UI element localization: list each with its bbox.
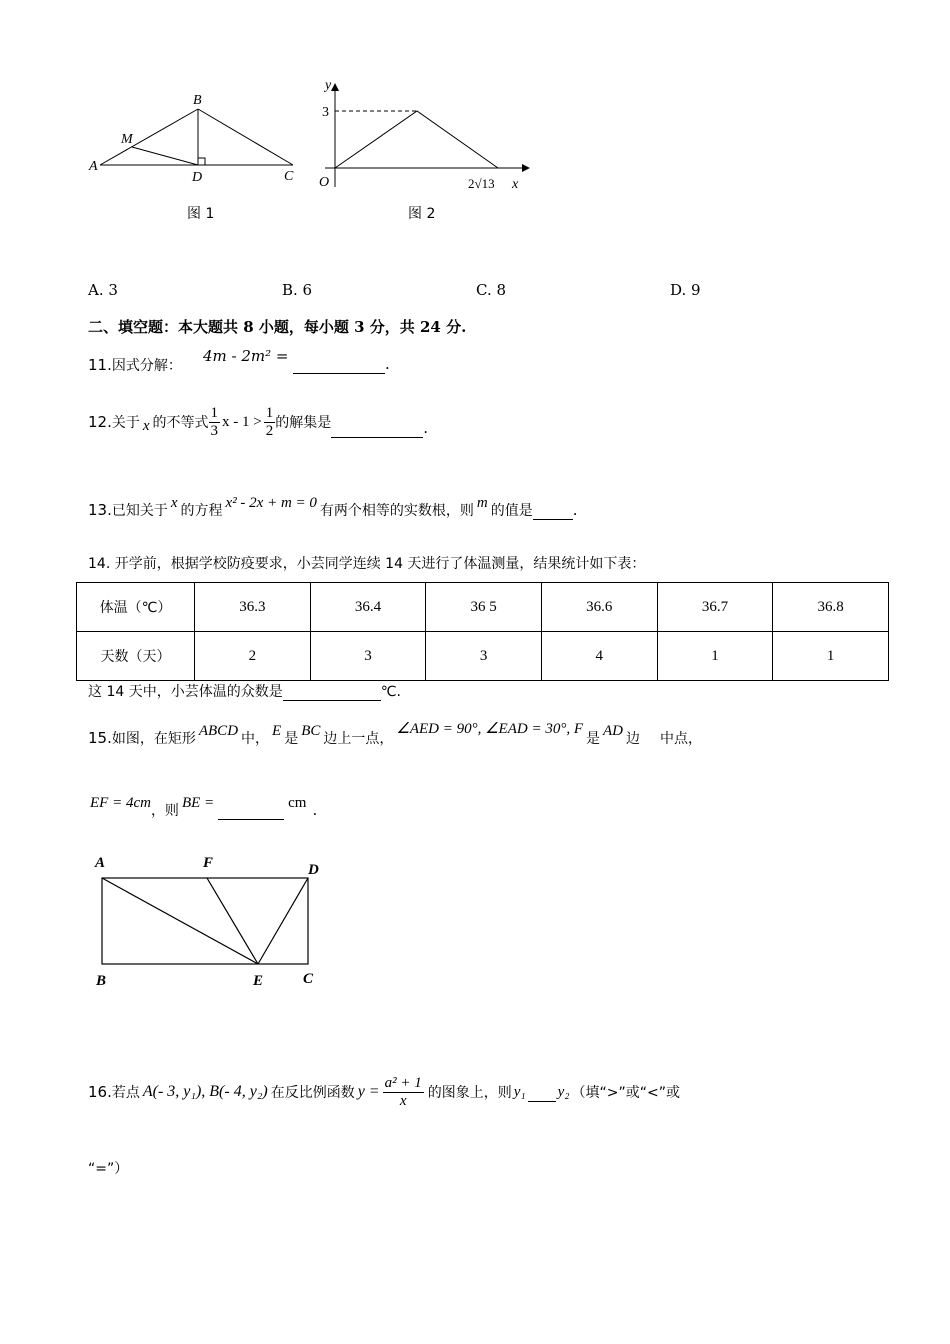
table-cell: 1 <box>657 632 773 681</box>
table-cell: 1 <box>773 632 889 681</box>
right-angle-mark <box>198 158 205 165</box>
q15-be: BE = <box>181 795 215 811</box>
q16-y1: y₁ <box>513 1083 526 1100</box>
label-c: C <box>284 169 294 184</box>
label-c: C <box>303 971 314 987</box>
segment-ab <box>100 109 198 165</box>
q14-after-suffix: ℃. <box>380 684 401 700</box>
option-d: D. 9 <box>670 281 701 299</box>
q13-suffix: . <box>572 501 578 519</box>
q11 <box>88 355 182 375</box>
q15-e: E <box>272 723 282 739</box>
q16-func-lhs: y = <box>357 1083 380 1100</box>
table-cell: 3 <box>310 632 426 681</box>
table-cell: 3 <box>426 632 542 681</box>
figure-2-caption: 图 2 <box>408 206 436 222</box>
option-c: C. 8 <box>476 281 507 299</box>
q15-bc: BC <box>301 723 321 739</box>
q15-unit: cm <box>288 795 307 811</box>
table-cell: 36.6 <box>541 583 657 632</box>
q14-after <box>88 681 401 701</box>
rectangle-abcd <box>102 878 308 964</box>
q12-var: x <box>142 417 150 434</box>
option-a: A. 3 <box>88 281 118 299</box>
q16 <box>88 1075 680 1109</box>
q15-text4: 边上一点， <box>323 731 394 747</box>
segment-ae <box>102 878 258 964</box>
q11-suffix: . <box>385 355 390 373</box>
q15-angles: ∠AED = 90°, ∠EAD = 30°, F <box>396 721 583 737</box>
q12-fraction-2 <box>264 405 276 439</box>
q13-text4: 的值是 <box>490 503 533 519</box>
q16-fraction <box>383 1075 424 1109</box>
figure-2 <box>310 75 535 193</box>
x-tick-label: 2√13 <box>468 176 495 191</box>
q15-text2: 中， <box>241 731 270 747</box>
q16-line2: “=”） <box>88 1161 129 1177</box>
table-row <box>77 583 889 632</box>
q12-frac2-den: 2 <box>265 422 274 439</box>
q15 <box>88 721 702 748</box>
y-axis-arrow <box>331 83 339 91</box>
q12-text1: 关于 <box>111 415 140 431</box>
q15-answer-blank[interactable] <box>218 801 284 820</box>
segment-md <box>132 147 198 165</box>
q16-text1: 若点 <box>111 1085 140 1101</box>
q15-ad: AD <box>603 723 623 739</box>
q12-frac1-num: 1 <box>210 405 219 421</box>
q12-fraction-1 <box>209 405 221 439</box>
q16-text4: （填“>”或“<”或 <box>571 1085 680 1101</box>
q15-text7: 中点， <box>660 731 702 747</box>
q11-expression: 4m - 2m² = <box>203 347 289 365</box>
table-cell: 36.4 <box>310 583 426 632</box>
q12-mid: x - 1 > <box>222 413 262 430</box>
q13-text2: 的方程 <box>180 503 223 519</box>
q16-points: A(- 3, y₁), B(- 4, y₂) <box>142 1083 268 1100</box>
q16-text3: 的图象上，则 <box>427 1085 512 1101</box>
q12-number: 12. <box>88 413 112 431</box>
table-cell: 36.3 <box>195 583 311 632</box>
table-cell: 36.8 <box>773 583 889 632</box>
q13-number: 13. <box>88 501 112 519</box>
q16-func-num: a² + 1 <box>384 1075 422 1091</box>
q13-text1: 已知关于 <box>111 503 168 519</box>
q16-func-den: x <box>399 1092 407 1109</box>
q13-var2: m <box>476 495 488 511</box>
q13 <box>88 495 578 520</box>
label-m: M <box>121 132 133 147</box>
label-d: D <box>192 170 203 185</box>
segment-fe <box>207 878 258 964</box>
q11-answer-blank[interactable] <box>293 355 385 374</box>
q13-answer-blank[interactable] <box>533 501 573 520</box>
q14-body: 开学前，根据学校防疫要求，小芸同学连续 14 天进行了体温测量，结果统计如下表： <box>114 556 646 572</box>
q16-answer-blank[interactable] <box>528 1083 556 1102</box>
q15-suffix: . <box>312 801 318 819</box>
q15-then: ，则 <box>150 803 179 819</box>
section-2-title: 二、填空题：本大题共 8 小题，每小题 3 分，共 24 分. <box>88 318 467 336</box>
table-row <box>77 632 889 681</box>
q11-blank <box>293 355 390 374</box>
label-e: E <box>253 973 264 989</box>
label-a: A <box>89 159 98 174</box>
q13-equation: x² - 2x + m = 0 <box>225 495 317 511</box>
q14-after-text: 这 14 天中，小芸体温的众数是 <box>88 684 283 700</box>
table-cell: 36 5 <box>426 583 542 632</box>
q11-number: 11. <box>88 356 112 374</box>
temperature-table <box>76 582 889 681</box>
q15-ef: EF = 4cm <box>90 795 151 811</box>
q15-figure <box>90 850 330 990</box>
q13-var: x <box>170 495 178 511</box>
label-b: B <box>193 93 202 108</box>
figure-1-caption: 图 1 <box>187 206 215 222</box>
label-a: A <box>95 855 106 871</box>
option-b: B. 6 <box>282 281 313 299</box>
q12-suffix: . <box>423 419 429 437</box>
q15-rect: ABCD <box>198 723 239 739</box>
q15-text6: 边 <box>626 731 640 747</box>
q14-number: 14. <box>88 556 111 572</box>
y-tick-label: 3 <box>322 105 329 120</box>
q12 <box>88 405 428 439</box>
q15-text1: 如图，在矩形 <box>111 731 196 747</box>
q14-answer-blank[interactable] <box>283 684 381 701</box>
q12-frac2-num: 1 <box>265 405 274 421</box>
table-header-temperature: 体温（℃） <box>77 583 195 632</box>
q12-text3: 的解集是 <box>275 415 332 431</box>
table-header-days: 天数（天） <box>77 632 195 681</box>
graph-line <box>335 111 498 168</box>
figure-1 <box>85 88 305 193</box>
q15-text5: 是 <box>586 731 600 747</box>
label-b: B <box>96 973 107 989</box>
y-axis-label: y <box>325 78 332 93</box>
table-cell: 2 <box>195 632 311 681</box>
q15-line2 <box>90 792 318 819</box>
x-axis-label: x <box>512 177 519 192</box>
q13-text3: 有两个相等的实数根，则 <box>319 503 474 519</box>
q12-answer-blank[interactable] <box>331 419 423 438</box>
q16-text2: 在反比例函数 <box>270 1085 355 1101</box>
segment-bc <box>198 109 293 165</box>
q11-prefix: 因式分解： <box>111 358 182 374</box>
q16-number: 16. <box>88 1083 112 1101</box>
q12-frac1-den: 3 <box>210 422 219 439</box>
origin-label: O <box>319 175 330 190</box>
q14-text <box>88 553 645 573</box>
q15-number: 15. <box>88 729 112 747</box>
q15-text3: 是 <box>284 731 299 747</box>
x-axis-arrow <box>522 164 530 172</box>
label-f: F <box>203 855 214 871</box>
segment-de <box>258 878 308 964</box>
table-cell: 4 <box>541 632 657 681</box>
table-cell: 36.7 <box>657 583 773 632</box>
label-d: D <box>308 862 319 878</box>
q16-y2: y₂ <box>557 1083 570 1100</box>
q12-text2: 的不等式 <box>152 415 209 431</box>
